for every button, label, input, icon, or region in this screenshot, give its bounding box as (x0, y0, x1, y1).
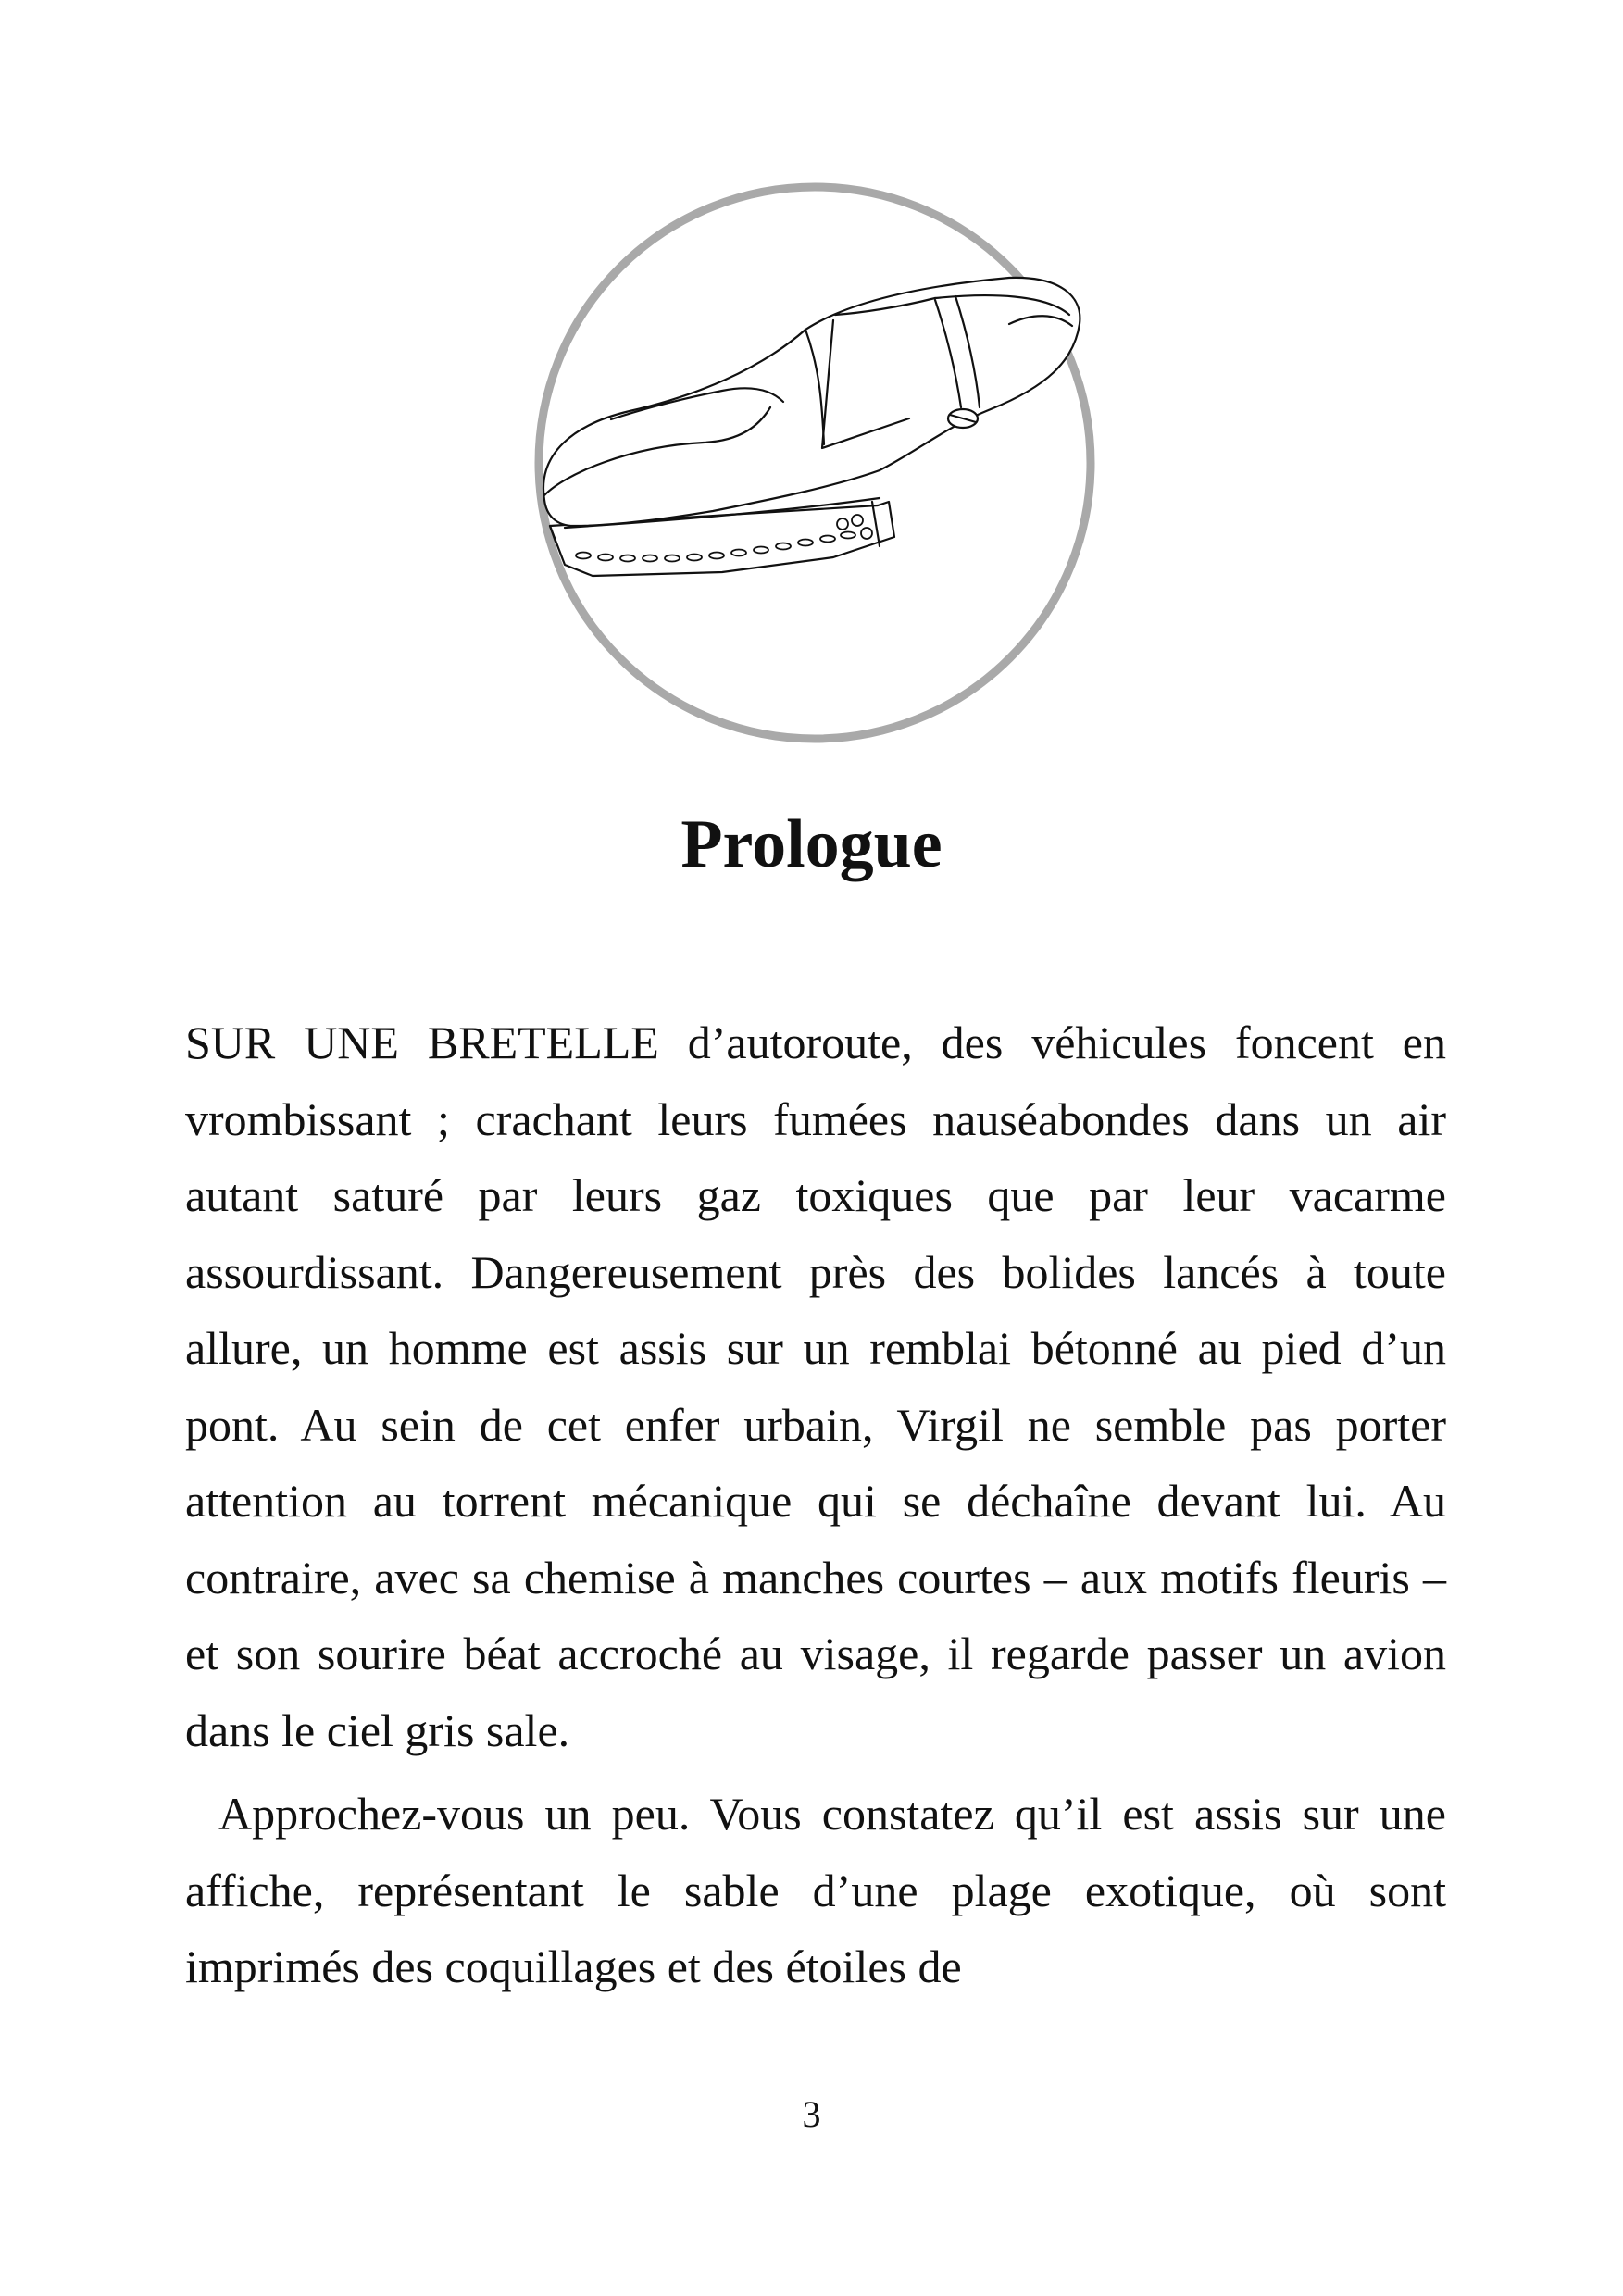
paragraph: SUR UNE BRETELLE d’autoroute, des véhicules foncent en vrombissant ; crachant leurs fumées nauséabondes dans un air autant saturé par leurs gaz toxiques que par leur vacarme assourdissant. Dangereusement près des bolides lancés à toute allure, un homme est assis sur un remblai bétonné au pied d’un pont. Au sein de cet enfer urbain, Virgil ne semble pas porter attention au torrent mécanique qui se déchaîne devant lui. Au contraire, avec sa chemise à manches courtes – aux motifs fleuris – et son sourire béat accroché au visage, il regarde passer un avion dans le ciel gris sale. (185, 1017, 1446, 1756)
chapter-emblem (528, 176, 1102, 750)
paragraph: Approchez-vous un peu. Vous constatez qu’il est assis sur une affiche, représentant le sable d’une plage exotique, où sont imprimés des coquillages et des étoiles de (185, 1788, 1446, 1992)
chapter-title: Prologue (680, 806, 943, 882)
chapter-body (185, 1004, 1446, 2013)
page-number: 3 (802, 2093, 821, 2135)
shoe-icon (528, 176, 1102, 750)
